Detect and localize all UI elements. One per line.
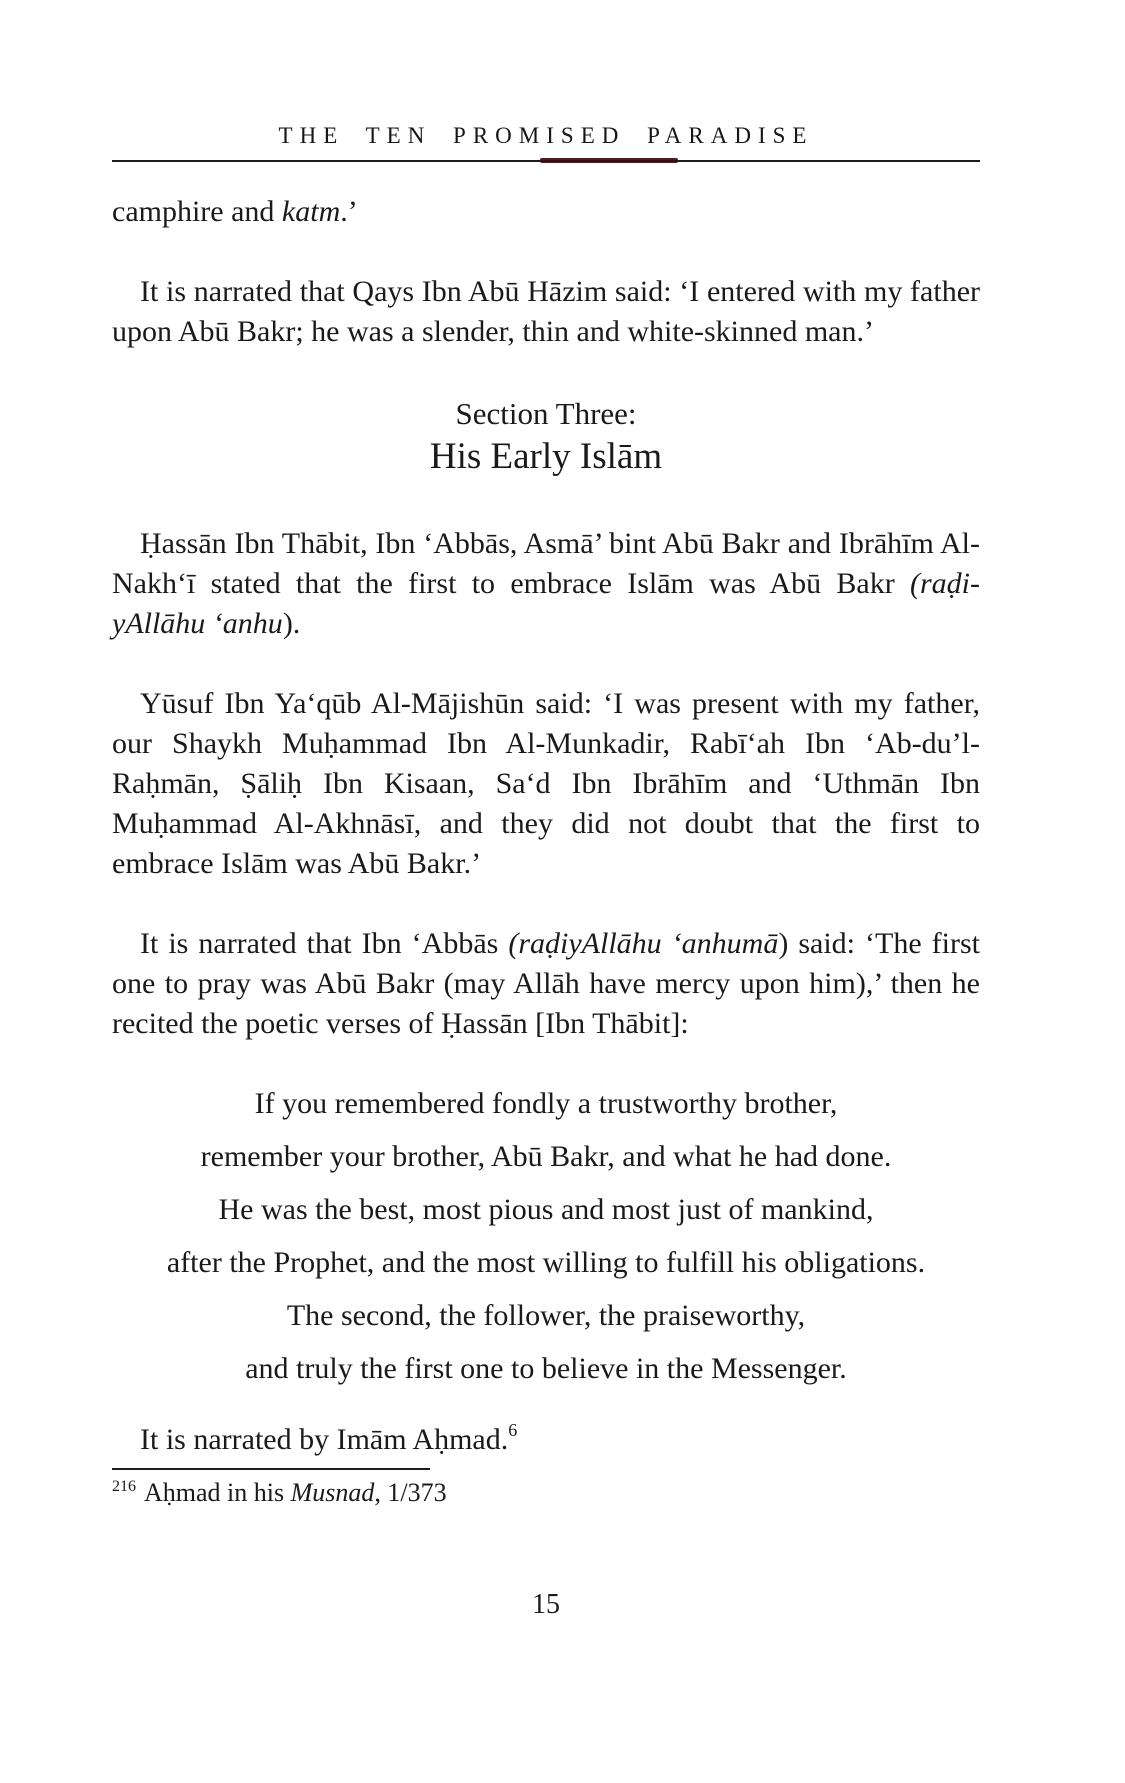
paragraph-qays-narration: It is narrated that Qays Ibn Abū Hāzim said: ‘I entered with my father upon Abū Bakr; he was a slender, thin and white-skinned man.’ (112, 275, 980, 348)
poem-line: and truly the first one to believe in the Messenger. (245, 1352, 847, 1385)
running-header-title: THE TEN PROMISED PARADISE (278, 123, 814, 148)
footnote-marker: 216 (112, 1478, 136, 1495)
footnote-rule (112, 1468, 430, 1470)
paragraph-camphire (112, 192, 980, 232)
footnote-reference-detail: , 1/373 (374, 1478, 447, 1507)
rule-stain-artifact (540, 158, 678, 163)
poem-block (112, 1084, 980, 1389)
poem-line: He was the best, most pious and most just of mankind, (218, 1193, 874, 1226)
abbas-text: It is narrated that Ibn ‘Abbās (140, 927, 509, 960)
paragraph-hassan-statement (112, 524, 980, 644)
hassan-italic-radiyallahu: (raḍi-yAllāhu ‘anhu (112, 567, 980, 640)
poem-line: If you remembered fondly a trustworthy brother, (254, 1087, 838, 1120)
footnote-text: Aḥmad in his (144, 1478, 291, 1507)
footnote-reference: 6 (508, 1420, 518, 1440)
paragraph-abbas-narration (112, 924, 980, 1044)
section-title: His Early Islām (429, 436, 663, 477)
narrated-by-text: It is narrated by Imām Aḥmad. (140, 1423, 509, 1456)
hassan-closing: ). (282, 607, 301, 640)
footnote (112, 1476, 980, 1510)
camphire-text: camphire and (112, 195, 282, 228)
poem-line: after the Prophet, and the most willing to fulfill his obligations. (166, 1246, 926, 1279)
abbas-closing: ) said: ‘The first one to pray was Abū Bakr (may Allāh have mercy upon him),’ then he recited the poetic verses of Ḥassān [Ibn Thābit]: (112, 927, 981, 1040)
hassan-text: Ḥassān Ibn Thābit, Ibn ‘Abbās, Asmā’ bint Abū Bakr and Ibrāhīm Al-Nakh‘ī stated that the first to embrace Islām was Abū Bakr (112, 527, 980, 600)
camphire-close-quote: .’ (340, 195, 358, 228)
poem-line: remember your brother, Abū Bakr, and what he had done. (200, 1140, 892, 1173)
footnote-italic-musnad: Musnad (290, 1478, 375, 1507)
header-rule (112, 160, 980, 162)
camphire-italic-katm: katm (281, 195, 341, 228)
poem-line: The second, the follower, the praiseworthy, (286, 1299, 806, 1332)
page-number: 15 (532, 1589, 560, 1620)
paragraph-yusuf-narration: Yūsuf Ibn Ya‘qūb Al-Mājishūn said: ‘I was present with my father, our Shaykh Muḥammad Ibn Al-Munkadir, Rabī‘ah Ibn ‘Ab-du’l-Raḥmān, Ṣāliḥ Ibn Kisaan, Sa‘d Ibn Ibrāhīm and ‘Uthmān Ibn Muḥammad Al-Akhnāsī, and they did not doubt that the first to embrace Islām was Abū Bakr.’ (112, 687, 980, 880)
paragraph-narrated-by (112, 1420, 980, 1460)
abbas-italic-radiyallahu: (raḍiyAllāhu ‘anhumā (508, 927, 779, 960)
section-kicker: Section Three: (455, 396, 637, 431)
